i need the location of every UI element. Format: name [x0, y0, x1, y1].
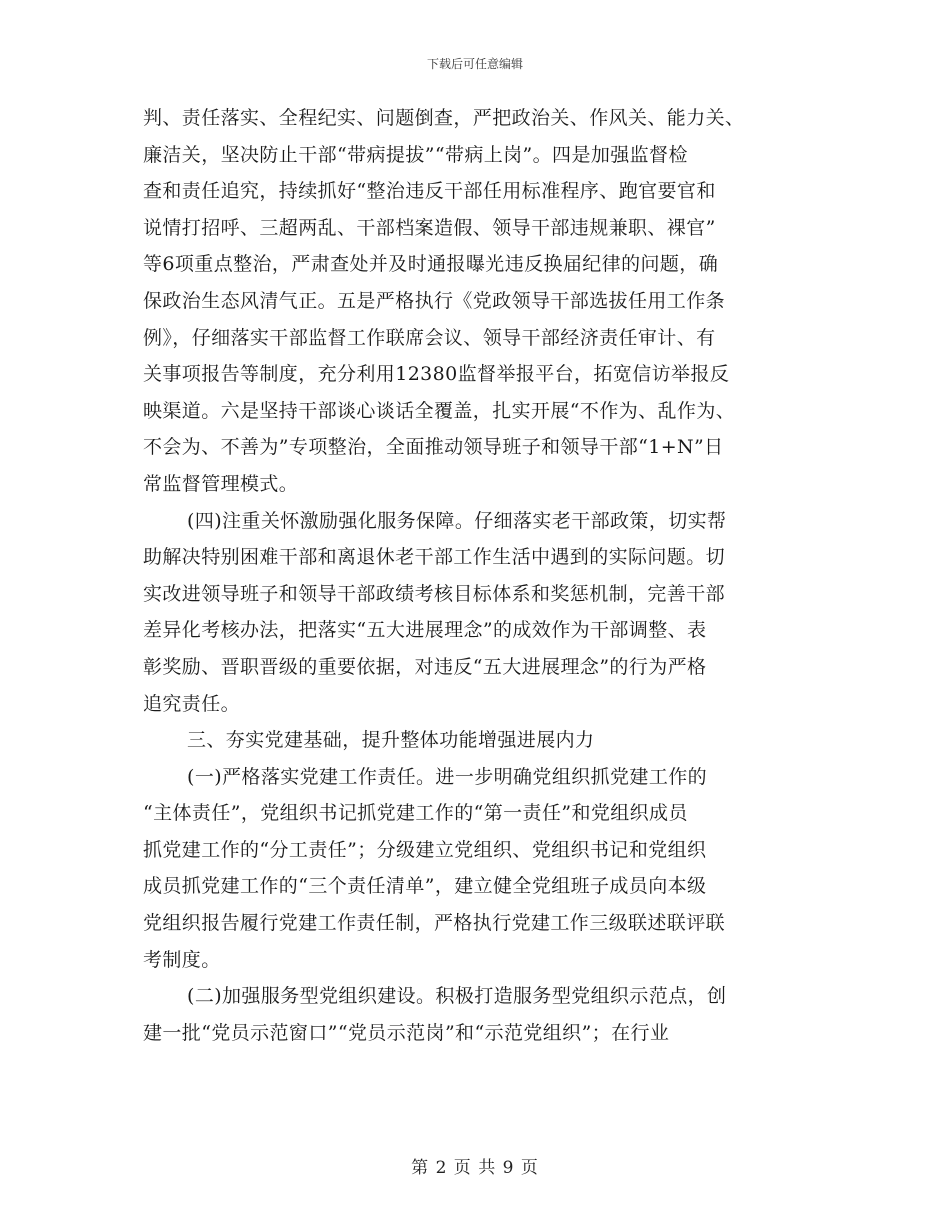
text-line: 建一批“党员示范窗口”“党员示范岗”和“示范党组织”；在行业: [143, 1021, 670, 1044]
text-line: 考制度。: [143, 948, 221, 971]
text-line: 等6项重点整治，严肃查处并及时通报曝光违反换届纪律的问题，确: [143, 253, 719, 276]
text-line: 说情打招呼、三超两乱、干部档案造假、领导干部违规兼职、裸官”: [143, 216, 716, 239]
text-line: 廉洁关，坚决防止干部“带病提拔”“带病上岗”。四是加强监督检: [143, 143, 688, 166]
text-line: 关事项报告等制度，充分利用12380监督举报平台，拓宽信访举报反: [143, 363, 730, 386]
text-line: 成员抓党建工作的“三个责任清单”，建立健全党组班子成员向本级: [143, 875, 707, 898]
document-body: [143, 100, 807, 1051]
text-line: (二)加强服务型党组织建设。积极打造服务型党组织示范点，创: [187, 985, 727, 1008]
text-line: 差异化考核办法，把落实“五大进展理念”的成效作为干部调整、表: [143, 619, 707, 642]
text-line: 判、责任落实、全程纪实、问题倒查，严把政治关、作风关、能力关、: [143, 107, 745, 129]
text-line: (四)注重关怀激励强化服务保障。仔细落实老干部政策，切实帮: [187, 509, 727, 532]
text-line: 助解决特别困难干部和离退休老干部工作生活中遇到的实际问题。切: [143, 546, 726, 569]
text-line: 党组织报告履行党建工作责任制，严格执行党建工作三级联述联评联: [143, 912, 726, 935]
page-header: 下载后可任意编辑: [426, 57, 523, 71]
text-line: 实改进领导班子和领导干部政绩考核目标体系和奖惩机制，完善干部: [143, 582, 726, 605]
page-footer-page-number: 第 2 页 共 9 页: [411, 1158, 539, 1178]
text-line: (一)严格落实党建工作责任。进一步明确党组织抓党建工作的: [187, 765, 708, 788]
text-line: 映渠道。六是坚持干部谈心谈话全覆盖，扎实开展“不作为、乱作为、: [143, 399, 736, 422]
text-line: 彰奖励、晋职晋级的重要依据，对违反“五大进展理念”的行为严格: [143, 655, 707, 678]
text-line: 不会为、不善为”专项整治，全面推动领导班子和领导干部“1+N”日: [143, 436, 724, 459]
text-line: 查和责任追究，持续抓好“整治违反干部任用标准程序、跑官要官和: [143, 180, 716, 203]
text-line: 抓党建工作的“分工责任”；分级建立党组织、党组织书记和党组织: [143, 838, 707, 861]
text-line: 三、夯实党建基础，提升整体功能增强进展内力: [187, 729, 595, 752]
text-line: “主体责任”，党组织书记抓党建工作的“第一责任”和党组织成员: [143, 802, 688, 825]
text-line: 保政治生态风清气正。五是严格执行《党政领导干部选拔任用工作条: [143, 289, 726, 312]
text-line: 常监督管理模式。: [143, 472, 299, 495]
text-line: 追究责任。: [143, 692, 241, 715]
text-line: 例》，仔细落实干部监督工作联席会议、领导干部经济责任审计、有: [143, 326, 716, 349]
